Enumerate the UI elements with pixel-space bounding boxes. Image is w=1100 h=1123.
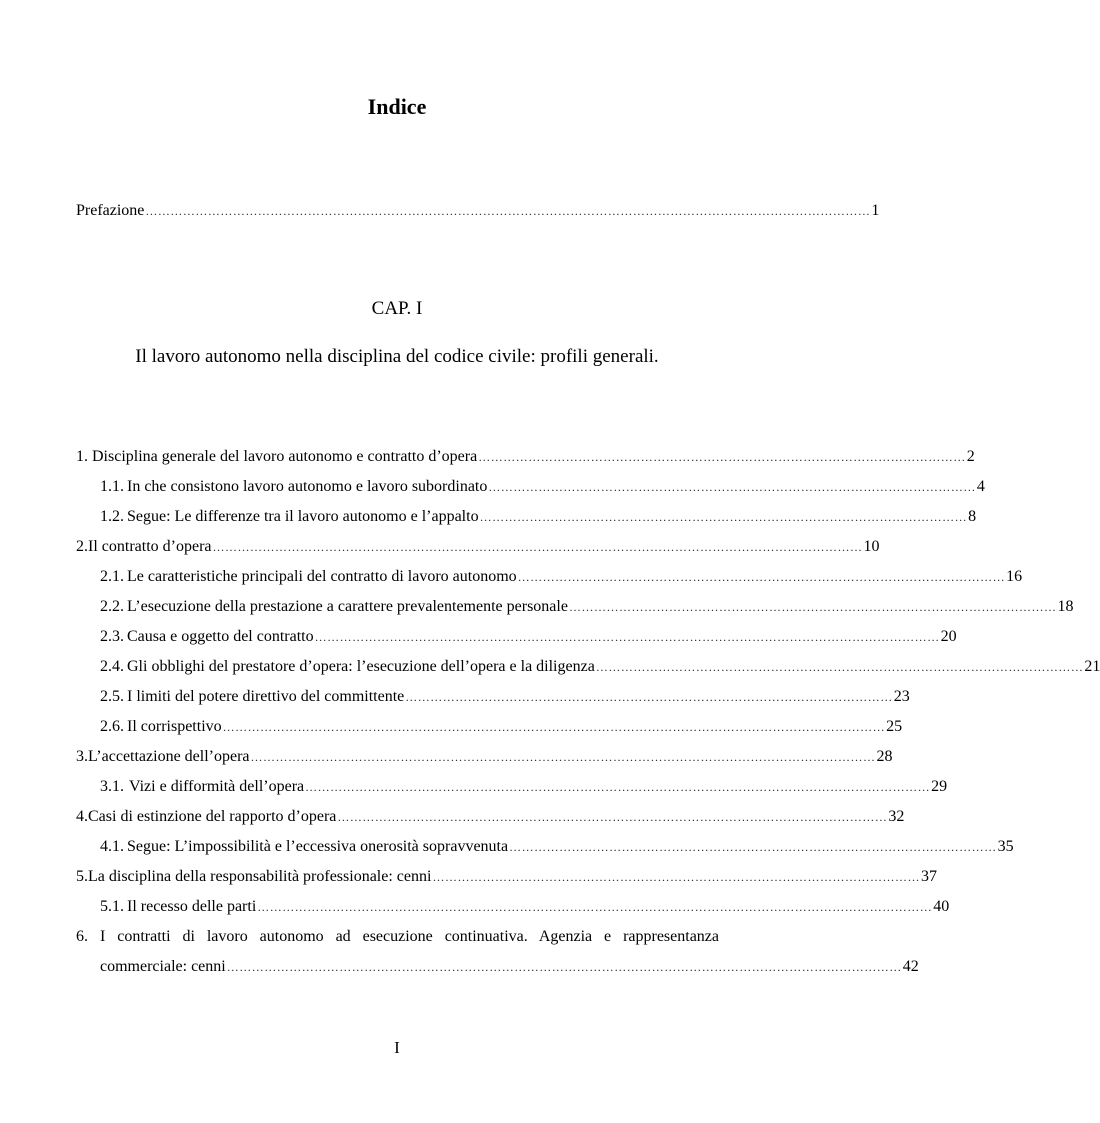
dot-leader: ……………………………………………………………………………………………………… — [478, 450, 966, 464]
toc-number: 4.1. — [100, 838, 124, 855]
toc-entry[interactable] — [100, 957, 919, 977]
dot-leader: ……………………………………………………………………………………………………… — [479, 510, 968, 524]
toc-label: Il contratto d’opera — [88, 538, 212, 555]
dot-leader: …………………………………………………………………………………………………………………………………… — [314, 630, 940, 644]
toc-label: Le caratteristiche principali del contratto di lavoro autonomo — [127, 568, 517, 585]
dot-leader: …………………………………………………………………………………………………………………………………… — [250, 750, 876, 764]
toc-number: 1. — [76, 448, 88, 465]
toc-label: La disciplina della responsabilità professionale: cenni — [88, 868, 432, 885]
toc-label: L’esecuzione della prestazione a carattere prevalentemente personale — [127, 598, 568, 615]
toc-page-number: 35 — [997, 838, 1014, 855]
toc-page-number: 42 — [902, 958, 919, 975]
toc-number: 2.6. — [100, 718, 124, 735]
toc-entry[interactable] — [76, 807, 905, 827]
toc-entry[interactable] — [100, 687, 910, 707]
toc-label: Segue: L’impossibilità e l’eccessiva onerosità sopravvenuta — [127, 838, 509, 855]
toc-label: Segue: Le differenze tra il lavoro autonomo e l’appalto — [127, 508, 479, 525]
toc-page-number: 8 — [968, 508, 977, 525]
toc-label: Causa e oggetto del contratto — [127, 628, 314, 645]
toc-number: 3. — [76, 748, 88, 765]
toc-label: In che consistono lavoro autonomo e lavoro subordinato — [127, 478, 488, 495]
toc-label: Vizi e difformità dell’opera — [129, 778, 305, 795]
toc-page-number: 16 — [1006, 568, 1023, 585]
toc-page-number: 2 — [966, 448, 975, 465]
toc-page-number: 23 — [893, 688, 910, 705]
dot-leader: ……………………………………………………………………………………………………… — [488, 480, 976, 494]
dot-leader: ……………………………………………………………………………………………………………………………………………… — [226, 960, 902, 974]
toc-page-number: 28 — [876, 748, 893, 765]
toc-entry[interactable] — [100, 627, 957, 647]
toc-entry[interactable] — [100, 567, 1023, 587]
toc-number: 2.5. — [100, 688, 124, 705]
toc-page-number: 4 — [976, 478, 985, 495]
chapter-label: CAP. I — [371, 298, 423, 319]
toc-number: 1.1. — [100, 478, 124, 495]
dot-leader: ……………………………………………………………………………………………………… — [509, 840, 997, 854]
toc-label: Casi di estinzione del rapporto d’opera — [88, 808, 337, 825]
toc-label-line-1[interactable]: I contratti di lavoro autonomo ad esecuzione continuativa. Agenzia e rappresentanza — [100, 928, 719, 945]
toc-label: Il recesso delle parti — [127, 898, 257, 915]
dot-leader: …………………………………………………………………………………………………………………………………………… — [222, 720, 886, 734]
toc-entry[interactable] — [100, 507, 977, 527]
toc-label-line-2: commerciale: cenni — [100, 958, 226, 975]
toc-number: 1.2. — [100, 508, 124, 525]
dot-leader: ………………………………………………………………………………………………………………………………………… — [212, 540, 863, 554]
toc-label: Prefazione — [76, 202, 145, 219]
toc-number: 5.1. — [100, 898, 124, 915]
toc-page-number: 18 — [1057, 598, 1074, 615]
dot-leader: ……………………………………………………………………………………………………… — [568, 600, 1057, 614]
toc-page-number: 21 — [1084, 658, 1100, 675]
toc-number: 3.1. — [100, 778, 124, 795]
toc-page-number: 32 — [888, 808, 905, 825]
dot-leader: …………………………………………………………………………………………………………………… — [337, 810, 888, 824]
toc-label: I limiti del potere direttivo del committente — [127, 688, 405, 705]
dot-leader: ……………………………………………………………………………………………………… — [432, 870, 920, 884]
dot-leader: …………………………………………………………………………………………………………………………………… — [305, 780, 931, 794]
dot-leader: ……………………………………………………………………………………………………… — [405, 690, 893, 704]
dot-leader: ………………………………………………………………………………………………………………………………………………………… — [145, 204, 871, 218]
toc-number: 2.1. — [100, 568, 124, 585]
toc-label: Il corrispettivo — [127, 718, 222, 735]
toc-page-number: 20 — [940, 628, 957, 645]
toc-number: 6. — [76, 928, 88, 945]
dot-leader: ……………………………………………………………………………………………………… — [517, 570, 1006, 584]
toc-page-number: 40 — [933, 898, 950, 915]
toc-page-number: 37 — [920, 868, 937, 885]
page-title: Indice — [367, 94, 427, 119]
toc-page-number: 10 — [863, 538, 880, 555]
toc-entry[interactable] — [76, 447, 975, 467]
dot-leader: ……………………………………………………………………………………………………………………………………………… — [257, 900, 933, 914]
toc-page-number: 25 — [886, 718, 903, 735]
toc-label: Disciplina generale del lavoro autonomo e contratto d’opera — [92, 448, 478, 465]
toc-entry-number-6 — [76, 927, 100, 947]
toc-entry[interactable] — [100, 837, 1014, 857]
toc-entry-preface[interactable] — [76, 201, 880, 221]
toc-entry[interactable] — [100, 897, 950, 917]
toc-number: 2.4. — [100, 658, 124, 675]
toc-entry[interactable] — [100, 717, 903, 737]
dot-leader: ……………………………………………………………………………………………………… — [595, 660, 1084, 674]
toc-entry[interactable] — [100, 597, 1074, 617]
toc-number: 2.2. — [100, 598, 124, 615]
toc-number: 2.3. — [100, 628, 124, 645]
toc-entry[interactable] — [100, 477, 985, 497]
toc-page-number: 29 — [931, 778, 948, 795]
toc-number: 2. — [76, 538, 88, 555]
page-footer-number: I — [394, 1038, 400, 1057]
toc-label: Gli obblighi del prestatore d’opera: l’esecuzione dell’opera e la diligenza — [127, 658, 595, 675]
toc-entry[interactable] — [76, 537, 880, 557]
toc-page-number: 1 — [871, 202, 880, 219]
toc-label: L’accettazione dell’opera — [88, 748, 250, 765]
toc-number: 5. — [76, 868, 88, 885]
toc-entry[interactable] — [100, 777, 948, 797]
toc-entry[interactable] — [100, 657, 1100, 677]
toc-entry[interactable] — [76, 867, 937, 887]
chapter-subtitle: Il lavoro autonomo nella disciplina del codice civile: profili generali. — [135, 346, 659, 367]
toc-number: 4. — [76, 808, 88, 825]
toc-entry[interactable] — [76, 747, 893, 767]
